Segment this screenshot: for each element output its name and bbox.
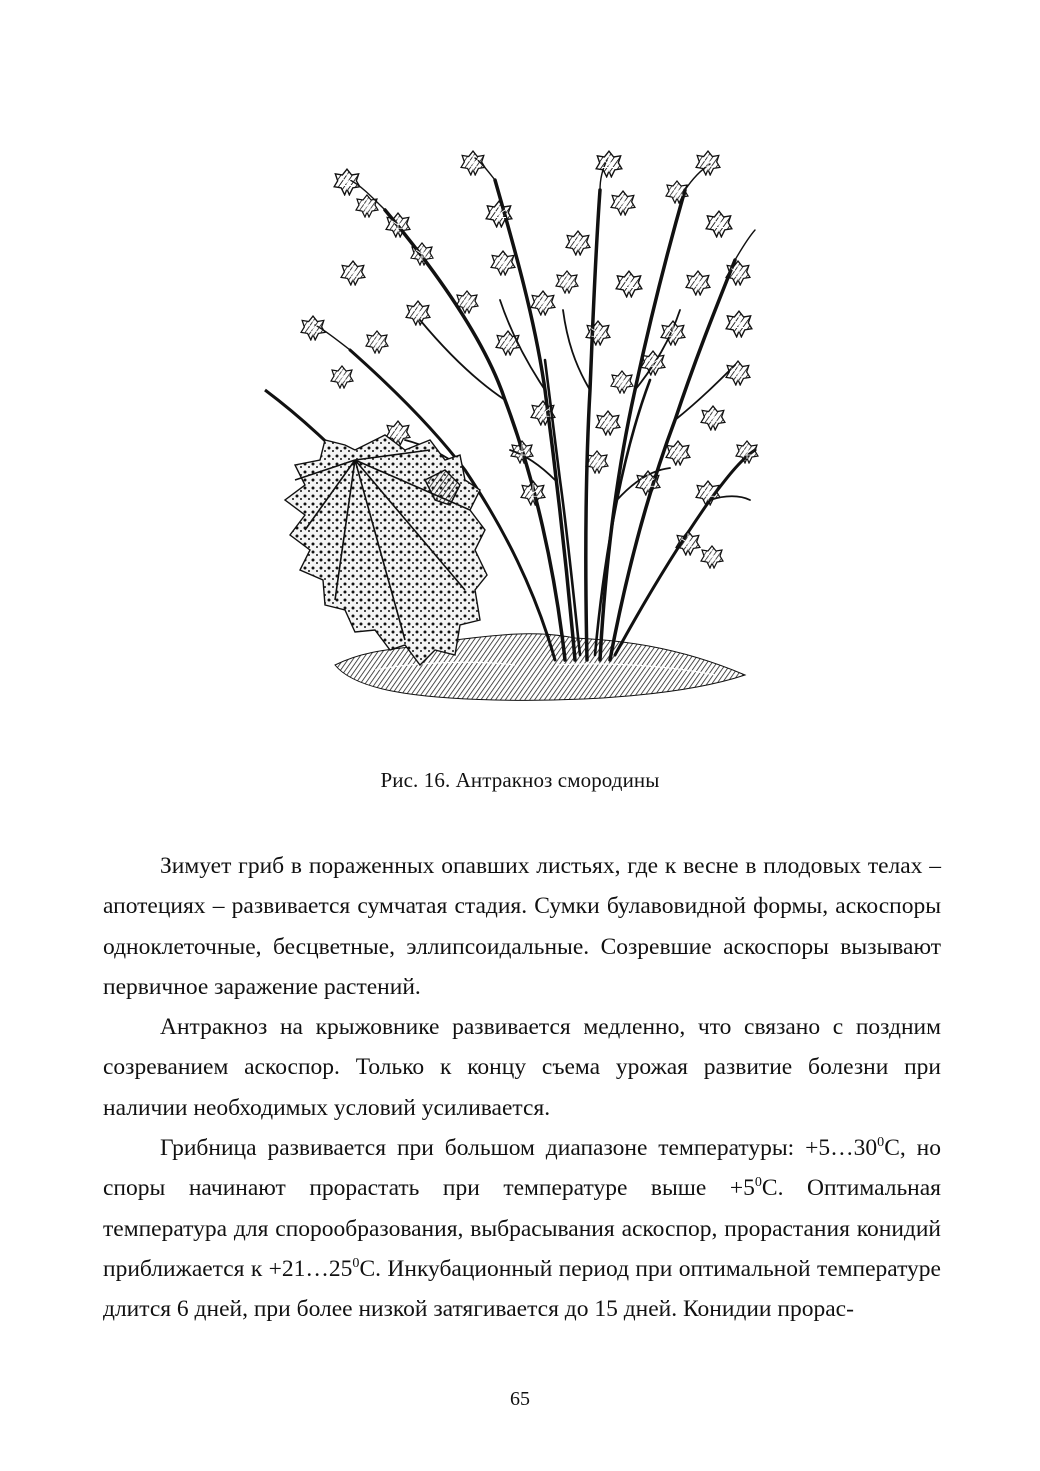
paragraph: Антракноз на крыжовнике развивается медленно, что связано с поздним созреванием аскоспор. Только к концу съема урожая развитие болезни при наличии необходимых условий усиливается. xyxy=(103,1014,941,1121)
degree-superscript: 0 xyxy=(877,1133,885,1150)
paragraph: Грибница развивается при большом диапазоне температуры: $+5\dots 30^0С$, но споры начинают прорастать при температуре выше $+5^0С$. Оптимальная температура для спорообразования, выбрасывания аскоспор, прорастания конидий приближается $к +21\dots 25^0С$. Инкубационный период при оптимальной температуре длится 6 дней, при более низкой затягивается до 15 дней. Конидии прорас- xyxy=(103,1133,941,1323)
degree-superscript: 0 xyxy=(352,1254,360,1271)
currant-bush-illustration xyxy=(255,150,765,720)
figure-caption: Рис. 16. Антракноз смородины xyxy=(380,768,660,792)
page-number: 65 xyxy=(510,1388,530,1410)
degree-superscript: 0 xyxy=(754,1174,762,1191)
body-text xyxy=(103,846,941,1330)
paragraph: Зимует гриб в пораженных опавших листьях, где к весне в плодовых телах – апотециях – развивается сумчатая стадия. Сумки булавовидной формы, аскоспоры одноклеточные, бесцветные, эллипсоидальные. Созревшие аскоспоры вызывают первичное заражение растений. xyxy=(103,853,941,1000)
diseased-leaf xyxy=(265,390,487,665)
